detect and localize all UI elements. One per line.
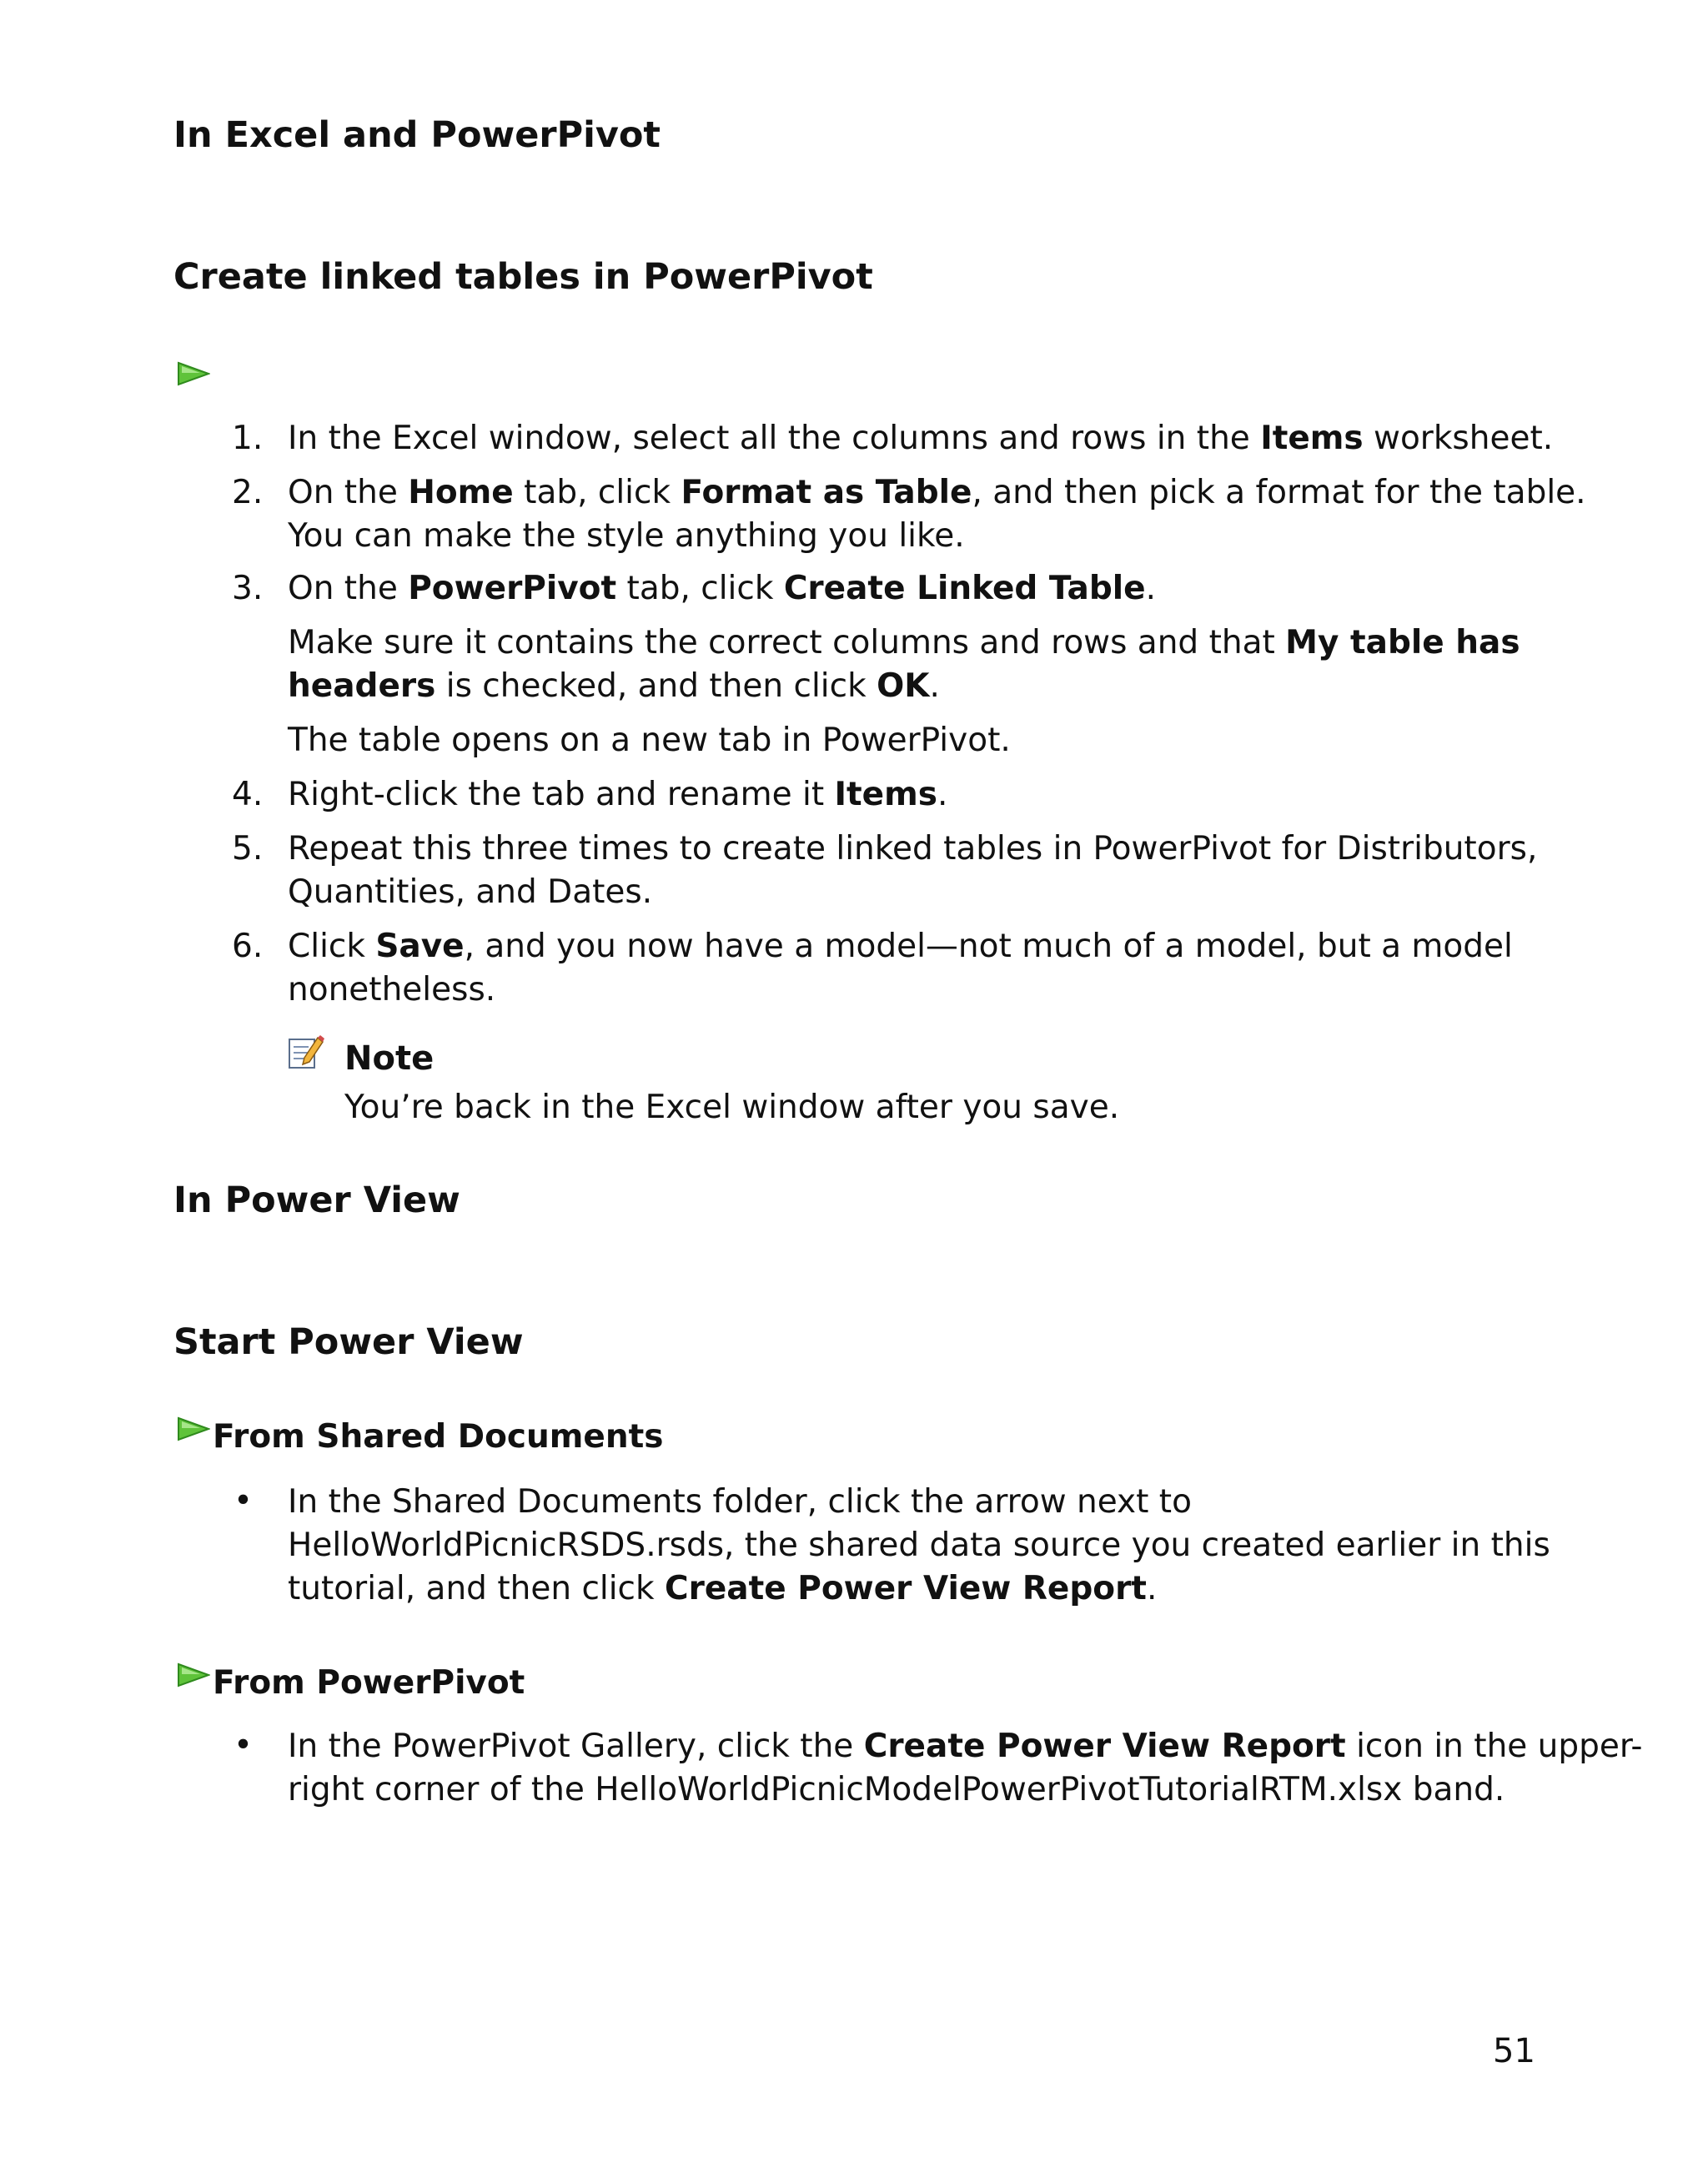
procedure-text-line: In the PowerPivot Gallery, click the Create Power View Report icon in the upper- [288, 1728, 1643, 1765]
bold-term: Items [1260, 420, 1364, 457]
step-number: 6. [232, 928, 264, 965]
section-heading-excel: In Excel and PowerPivot [173, 114, 661, 156]
bold-term: headers [288, 667, 436, 705]
step-text-line: The table opens on a new tab in PowerPivot. [288, 722, 1011, 759]
step-text-line: Repeat this three times to create linked tables in PowerPivot for Distributors, [288, 830, 1538, 868]
step-text-line: Right-click the tab and rename it Items. [288, 776, 948, 813]
step-text-line: Click Save, and you now have a model—not much of a model, but a model [288, 928, 1513, 965]
procedure-text-line: tutorial, and then click Create Power View Report. [288, 1570, 1158, 1607]
bullet: • [234, 1727, 254, 1764]
step-text-line: On the Home tab, click Format as Table, and then pick a format for the table. [288, 474, 1586, 511]
step-number: 2. [232, 474, 264, 511]
step-text-line: nonetheless. [288, 971, 496, 1009]
procedure-text-line: HelloWorldPicnicRSDS.rsds, the shared data source you created earlier in this [288, 1527, 1550, 1564]
bold-term: Create Power View Report [665, 1570, 1147, 1607]
procedure-title-powerpivot: From PowerPivot [213, 1664, 525, 1702]
step-number: 1. [232, 420, 264, 457]
step-text-line: Quantities, and Dates. [288, 873, 653, 911]
note-text: You’re back in the Excel window after you save. [344, 1089, 1120, 1126]
step-number: 5. [232, 830, 264, 868]
bold-term: Create Power View Report [863, 1728, 1346, 1765]
step-text-line: In the Excel window, select all the columns and rows in the Items worksheet. [288, 420, 1554, 457]
procedure-text-line: In the Shared Documents folder, click the arrow next to [288, 1483, 1192, 1521]
bold-term: Create Linked Table [783, 570, 1146, 607]
page-number: 51 [1493, 2032, 1535, 2070]
bold-term: Save [375, 928, 465, 965]
subheading-start-power-view: Start Power View [173, 1321, 524, 1363]
bold-term: Format as Table [681, 474, 972, 511]
bold-term: OK [877, 667, 930, 705]
step-text-line: headers is checked, and then click OK. [288, 667, 940, 705]
step-number: 3. [232, 570, 264, 607]
section-heading-power-view: In Power View [173, 1180, 460, 1221]
subheading-create-linked-tables: Create linked tables in PowerPivot [173, 256, 873, 298]
procedure-text-line: right corner of the HelloWorldPicnicModelPowerPivotTutorialRTM.xlsx band. [288, 1771, 1505, 1808]
bold-term: PowerPivot [408, 570, 617, 607]
note-icon [286, 1033, 324, 1071]
procedure-arrow-icon [177, 361, 210, 386]
bold-term: My table has [1285, 624, 1520, 661]
note-title: Note [344, 1039, 435, 1078]
step-text-line: On the PowerPivot tab, click Create Linked Table. [288, 570, 1156, 607]
procedure-title-shared-documents: From Shared Documents [213, 1418, 664, 1456]
procedure-arrow-icon [177, 1662, 210, 1688]
bullet: • [234, 1482, 254, 1520]
bold-term: Home [408, 474, 514, 511]
bold-term: Items [834, 776, 937, 813]
step-text-line: You can make the style anything you like. [288, 517, 965, 555]
step-text-line: Make sure it contains the correct columns and rows and that My table has [288, 624, 1520, 661]
procedure-arrow-icon [177, 1416, 210, 1441]
step-number: 4. [232, 776, 264, 813]
